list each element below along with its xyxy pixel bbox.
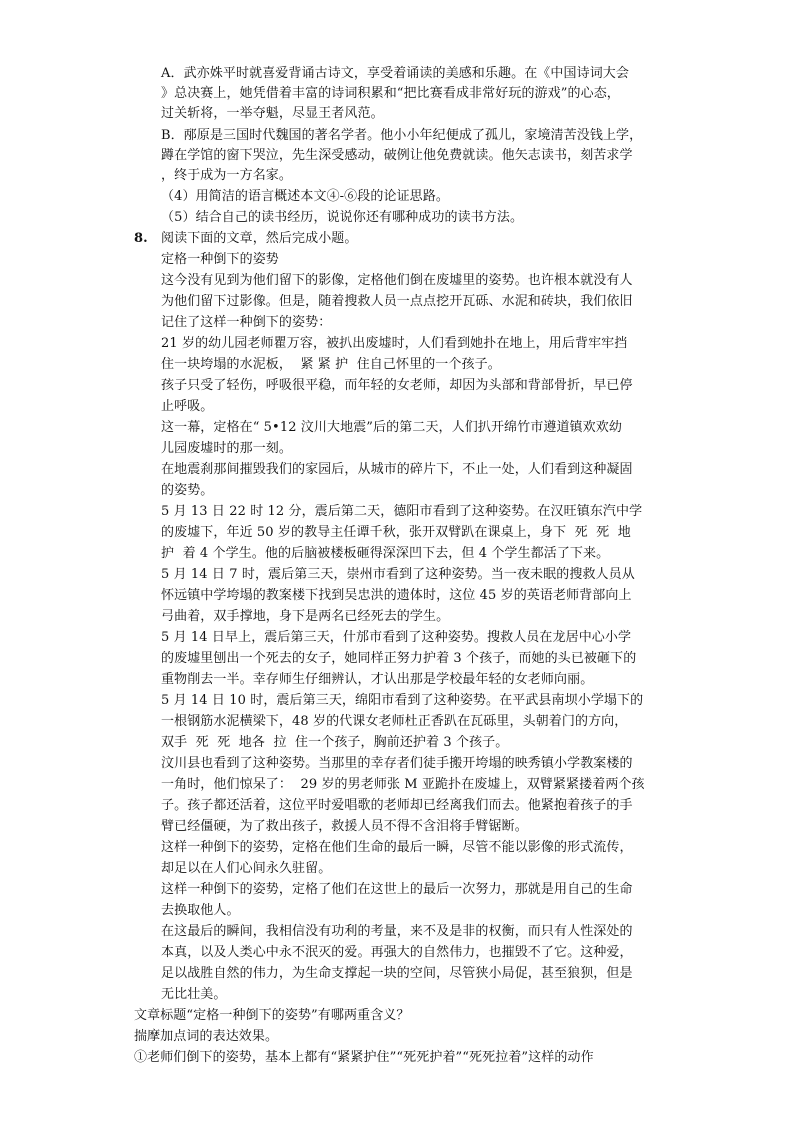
- article-line: 一根钢筋水泥横梁下，48 岁的代课女老师杜正香趴在瓦砾里，头朝着门的方向，: [161, 714, 628, 729]
- article-line: 在地震刹那间摧毁我们的家园后，从城市的碎片下，不止一处，人们看到这种凝固: [161, 462, 633, 477]
- option-b-line-3: ，终于成为一方名家。: [161, 168, 293, 183]
- article-line: 的废墟里刨出一个死去的女子，她同样正努力护着 3 个孩子，而她的头已被砸下的: [161, 651, 637, 666]
- option-b-line-1: B．邴原是三国时代魏国的著名学者。他小小年纪便成了孤儿，家境清苦没钱上学，: [161, 128, 643, 143]
- question-2: 揣摩加点词的表达效果。: [134, 1029, 279, 1044]
- sub-question-4: （4）用简洁的语言概述本文④-⑥段的论证思路。: [161, 189, 449, 204]
- article-line: 汶川县也看到了这种姿势。当那里的幸存者们徒手搬开垮塌的映秀镇小学教案楼的: [161, 756, 633, 771]
- article-line: 子。孩子都还活着，这位平时爱唱歌的老师却已经离我们而去。他紧抱着孩子的手: [161, 798, 633, 813]
- article-line: 5 月 14 日早上，震后第三天，什邡市看到了这种姿势。搜救人员在龙居中心小学: [161, 630, 632, 645]
- article-line: 一角时，他们惊呆了： 29 岁的男老师张 M 亚跪扑在废墟上，双臂紧紧搂着两个孩: [161, 777, 645, 792]
- article-line: 在这最后的瞬间，我相信没有功利的考量，来不及是非的权衡，而只有人性深处的: [161, 924, 633, 939]
- article-line: 本真，以及人类心中永不泯灭的爱。再强大的自然伟力，也摧毁不了它。这种爱，: [161, 945, 633, 960]
- article-line: 这样一种倒下的姿势，定格了他们在这世上的最后一次努力，那就是用自己的生命: [161, 882, 633, 897]
- article-line: 却足以在人们心间永久驻留。: [161, 861, 332, 876]
- article-line: 止呼吸。: [161, 399, 214, 414]
- article-line: 的废墟下，年近 50 岁的教导主任谭千秋，张开双臂趴在课桌上，身下 死 死 地: [161, 525, 631, 540]
- option-a-line-2: 》总决赛上，她凭借着丰富的诗词积累和“把比赛看成非常好玩的游戏”的心态，: [161, 86, 620, 101]
- question-3: ①老师们倒下的姿势，基本上都有“紧紧护住”“死死护着”“死死拉着”这样的动作: [134, 1050, 594, 1065]
- article-line: 5 月 13 日 22 时 12 分，震后第二天，德阳市看到了这种姿势。在汉旺镇东汽中学: [161, 504, 643, 519]
- article-line: 去换取他人。: [161, 903, 240, 918]
- article-line: 为他们留下过影像。但是，随着搜救人员一点点挖开瓦砾、水泥和砖块，我们依旧: [161, 294, 633, 309]
- option-a-line-1: A．武亦姝平时就喜爱背诵古诗文，享受着诵读的美感和乐趣。在《中国诗词大会: [161, 66, 629, 81]
- article-line: 这样一种倒下的姿势，定格在他们生命的最后一瞬，尽管不能以影像的形式流传，: [161, 840, 633, 855]
- article-line: 双手 死 死 地各 拉 住一个孩子，胸前还护着 3 个孩子。: [161, 735, 509, 750]
- article-line: 5 月 14 日 10 时，震后第三天，绵阳市看到了这种姿势。在平武县南坝小学塌下的: [161, 693, 644, 708]
- article-line: 护 着 4 个学生。他的后脑被楼板砸得深深凹下去，但 4 个学生都活了下来。: [161, 546, 610, 561]
- sub-question-5: （5）结合自己的读书经历，说说你还有哪种成功的读书方法。: [161, 210, 524, 225]
- article-line: 无比壮美。: [161, 987, 227, 1002]
- article-line: 记住了这样一种倒下的姿势：: [161, 315, 332, 330]
- question-1: 文章标题“定格一种倒下的姿势”有哪两重含义？: [134, 1008, 410, 1023]
- article-line: 5 月 14 日 7 时，震后第三天，崇州市看到了这种姿势。当一夜未眠的搜救人员从: [161, 567, 635, 582]
- option-b-line-2: 蹲在学馆的窗下哭泣，先生深受感动，破例让他免费就读。他矢志读书，刻苦求学: [161, 148, 633, 163]
- option-a-line-3: 过关斩将，一举夺魁，尽显王者风范。: [161, 106, 384, 121]
- article-line: 这今没有见到为他们留下的影像，定格他们倒在废墟里的姿势。也许根本就没有人: [161, 273, 633, 288]
- article-line: 21 岁的幼儿园老师瞿万容，被扒出废墟时，人们看到她扑在地上，用后背牢牢挡: [161, 336, 628, 351]
- article-line: 孩子只受了轻伤，呼吸很平稳，而年轻的女老师，却因为头部和背部骨折，早已停: [161, 378, 633, 393]
- question-8-instruction: 阅读下面的文章，然后完成小题。: [161, 231, 358, 246]
- article-line: 这一幕，定格在“ 5•12 汶川大地震”后的第二天，人们扒开绵竹市遵道镇欢欢幼: [161, 420, 622, 435]
- article-line: 怀远镇中学垮塌的教案楼下找到吴忠洪的遗体时，这位 45 岁的英语老师背部向上: [161, 588, 632, 603]
- article-line: 儿园废墟时的那一刻。: [161, 441, 293, 456]
- article-line: 弓曲着，双手撑地，身下是两名已经死去的学生。: [161, 609, 450, 624]
- article-title: 定格一种倒下的姿势: [161, 252, 279, 267]
- article-line: 臂已经僵硬，为了救出孩子，救援人员不得不含泪将手臂锯断。: [161, 819, 528, 834]
- article-line: 重物削去一半。幸存师生仔细辨认，才认出那是学校最年轻的女老师向丽。: [161, 672, 594, 687]
- article-line: 足以战胜自然的伟力，为生命支撑起一块的空间，尽管狭小局促，甚至狼狈，但是: [161, 966, 633, 981]
- article-line: 的姿势。: [161, 483, 214, 498]
- article-line: 住一块垮塌的水泥板， 紧 紧 护 住自己怀里的一个孩子。: [161, 357, 501, 372]
- question-8-number: 8.: [134, 231, 148, 246]
